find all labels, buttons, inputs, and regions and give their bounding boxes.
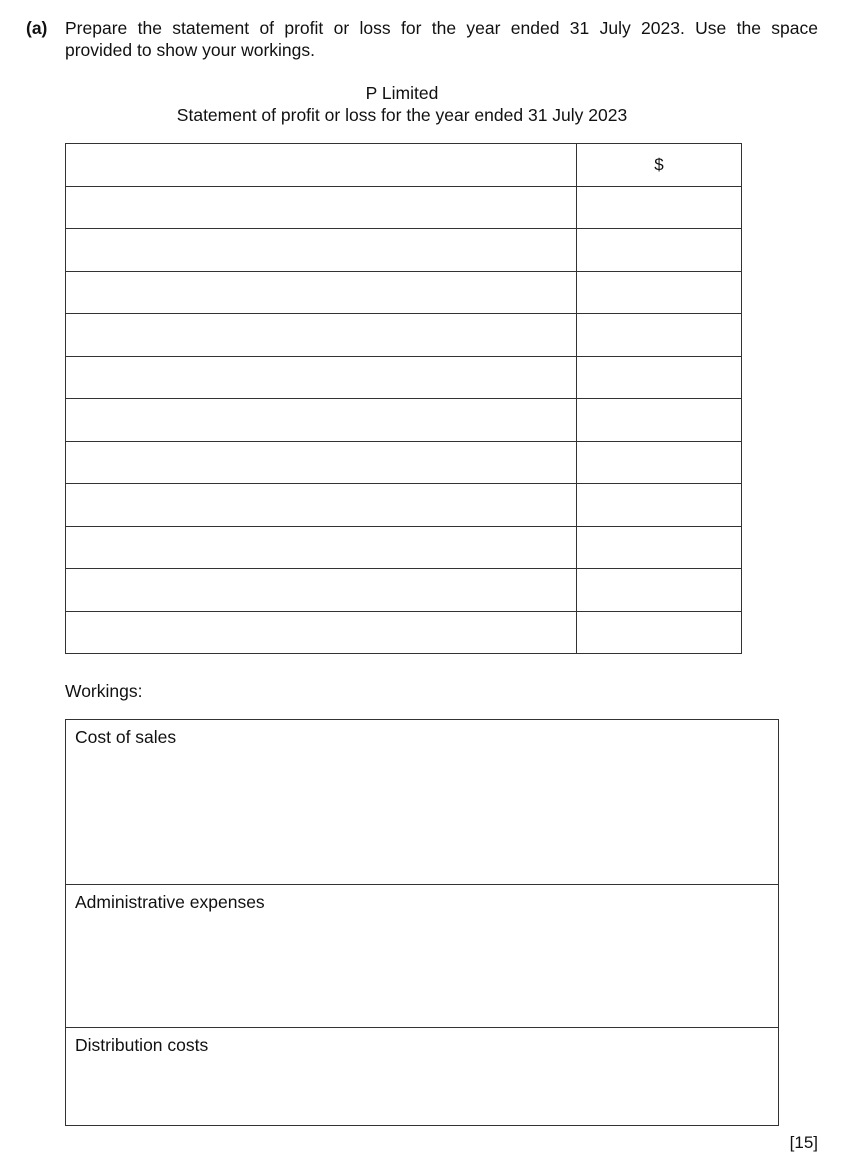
workings-section-administrative-expenses[interactable] bbox=[66, 885, 778, 1028]
description-cell[interactable] bbox=[66, 144, 577, 187]
workings-section-title: Administrative expenses bbox=[75, 892, 265, 912]
question-text-line-1: Prepare the statement of profit or loss for the year ended 31 July 2023. Use the space bbox=[65, 18, 818, 38]
table-row bbox=[66, 399, 742, 442]
amount-cell[interactable] bbox=[577, 271, 742, 314]
table-row bbox=[66, 186, 742, 229]
amount-cell[interactable] bbox=[577, 611, 742, 654]
question-text-line-2: provided to show your workings. bbox=[65, 40, 315, 60]
question-text bbox=[65, 17, 818, 61]
amount-cell[interactable] bbox=[577, 526, 742, 569]
amount-cell[interactable] bbox=[577, 569, 742, 612]
amount-cell[interactable] bbox=[577, 229, 742, 272]
company-name: P Limited bbox=[365, 83, 439, 103]
marks-total: [15] bbox=[789, 1133, 818, 1152]
table-row bbox=[66, 569, 742, 612]
table-row bbox=[66, 441, 742, 484]
workings-label: Workings: bbox=[65, 681, 143, 701]
currency-header: $ bbox=[577, 144, 742, 187]
table-row bbox=[66, 356, 742, 399]
table-row bbox=[66, 271, 742, 314]
workings-section-title: Cost of sales bbox=[75, 727, 177, 747]
description-cell[interactable] bbox=[66, 314, 577, 357]
table-row bbox=[66, 229, 742, 272]
description-cell[interactable] bbox=[66, 186, 577, 229]
description-cell[interactable] bbox=[66, 441, 577, 484]
description-cell[interactable] bbox=[66, 399, 577, 442]
amount-cell[interactable] bbox=[577, 356, 742, 399]
amount-cell[interactable] bbox=[577, 186, 742, 229]
workings-box bbox=[65, 719, 779, 1126]
description-cell[interactable] bbox=[66, 229, 577, 272]
amount-cell[interactable] bbox=[577, 314, 742, 357]
description-cell[interactable] bbox=[66, 611, 577, 654]
workings-section-title: Distribution costs bbox=[75, 1035, 209, 1055]
amount-cell[interactable] bbox=[577, 441, 742, 484]
statement-title: Statement of profit or loss for the year ended 31 July 2023 bbox=[176, 105, 628, 125]
workings-section-cost-of-sales[interactable] bbox=[66, 720, 778, 885]
description-cell[interactable] bbox=[66, 356, 577, 399]
amount-cell[interactable] bbox=[577, 484, 742, 527]
description-cell[interactable] bbox=[66, 271, 577, 314]
description-cell[interactable] bbox=[66, 569, 577, 612]
table-row bbox=[66, 314, 742, 357]
table-row bbox=[66, 526, 742, 569]
description-cell[interactable] bbox=[66, 526, 577, 569]
amount-cell[interactable] bbox=[577, 399, 742, 442]
table-row bbox=[66, 484, 742, 527]
workings-section-distribution-costs[interactable] bbox=[66, 1028, 778, 1125]
question-label: (a) bbox=[26, 18, 48, 38]
statement-table bbox=[65, 143, 742, 654]
table-header-row bbox=[66, 144, 742, 187]
table-row bbox=[66, 611, 742, 654]
description-cell[interactable] bbox=[66, 484, 577, 527]
